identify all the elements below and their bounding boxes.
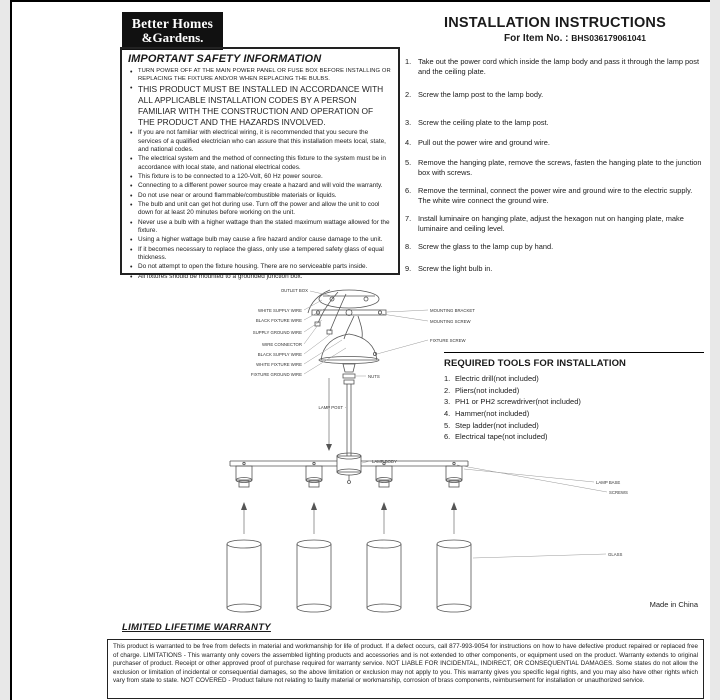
glass-label: GLASS [608, 552, 623, 557]
step-text: Screw the light bulb in. [418, 263, 493, 273]
black-supply-wire-label: BLACK SUPPLY WIRE [257, 352, 302, 357]
tool-number: 2. [444, 385, 451, 395]
safety-bullet: • Connecting to a different power source may create a hazard and will void the warranty. [128, 182, 391, 190]
step-number: 4. [405, 137, 412, 147]
tool-number: 4. [444, 408, 451, 418]
mounting-screw-label: MOUNTING SCREW [430, 319, 471, 324]
nuts-label: NUTS [368, 374, 380, 379]
made-in-label: Made in China [649, 600, 698, 609]
screws-label: SCREWS [609, 490, 628, 495]
install-step [405, 90, 705, 100]
brand-logo [122, 12, 223, 50]
header-title-block [407, 15, 703, 44]
safety-bullet: • If it becomes necessary to replace the glass, only use a tempered safety glass of equal thickness. [128, 246, 391, 263]
fixture-diagram-svg [182, 278, 672, 623]
step-number: 9. [405, 263, 412, 273]
safety-bullet: • Never use a bulb with a higher wattage than the stated maximum wattage allowed for the fixture. [128, 219, 391, 236]
tool-text: Step ladder(not included) [455, 420, 539, 430]
step-text: Install luminaire on hanging plate, adjust the hexagon nut on hanging plate, make luminaire and ceiling level. [418, 213, 684, 233]
safety-bullet: • The bulb and unit can get hot during use. Turn off the power and allow the unit to cool down for at least 20 minutes before working on the unit. [128, 201, 391, 218]
tool-text: Electrical tape(not included) [455, 432, 548, 442]
step-text: Remove the hanging plate, remove the screws, fasten the hanging plate to the junction box with screws. [418, 157, 702, 177]
step-text: Screw the glass to the lamp cup by hand. [418, 241, 554, 251]
white-fixture-wire-label: WHITE FIXTURE WIRE [256, 362, 302, 367]
glass-shades [227, 540, 471, 612]
safety-bullet: • Do not attempt to open the fixture housing. There are no serviceable parts inside. [128, 263, 391, 271]
step-number: 2. [405, 89, 412, 99]
required-tools-title: REQUIRED TOOLS FOR INSTALLATION [444, 358, 627, 369]
install-step [405, 57, 705, 77]
warranty-text-box [107, 639, 704, 699]
install-step [405, 264, 705, 274]
warranty-body-text: This product is warranted to be free from defects in material and workmanship for life of product. If a defect occurs, call 877-993-9054 for instructions on how to have defective product repaired or replaced free of charge. LIMITATIONS - This warranty only covers the assembled lighting products and accessories and is not extended to other components, or equipment used on the product. Warranty extends to original purchaser of product. Receipt or other approved proof of purchase required for warranty service. NOT LIABLE FOR INCIDENTAL, INDIRECT, OR CONSEQUENTIAL DAMAGES. Some states do not allow the exclusion or limitation of incidental or consequential damages, so the above limitation or exclusion may not apply to you. This warranty gives you specific legal rights, and you may also have other rights which vary from state to state. NOT COVERED - Product failure not relating to faulty material or workmanship, corrosion of brass components, reimbursement for installation or unauthorized service. [113, 643, 698, 684]
lamp-base-label: LAMP BASE [596, 480, 621, 485]
tool-number: 3. [444, 397, 451, 407]
safety-bullet: • TURN POWER OFF AT THE MAIN POWER PANEL OR FUSE BOX BEFORE INSTALLING OR REPLACING THE FIXTURE AND/OR WHEN REPLACING THE BULBS. [128, 68, 391, 83]
safety-title: IMPORTANT SAFETY INFORMATION [128, 53, 322, 65]
install-step [405, 242, 705, 252]
page-title: INSTALLATION INSTRUCTIONS [444, 15, 666, 31]
tool-text: Electric drill(not included) [455, 374, 539, 383]
fixture-exploded-diagram [182, 278, 672, 623]
safety-bullet: • The electrical system and the method of connecting this fixture to the system must be in accordance with local state, and national electrical codes. [128, 155, 391, 172]
install-step [405, 138, 705, 148]
lamp-body-label: LAMP BODY [372, 459, 397, 464]
brand-logo-line1: Better Homes [131, 16, 214, 32]
step-number: 3. [405, 117, 412, 127]
tool-text: PH1 or PH2 screwdriver(not included) [455, 397, 581, 407]
step-text: Screw the ceiling plate to the lamp post. [418, 117, 549, 127]
tool-text: Hammer(not included) [455, 408, 530, 418]
outlet-box-label: OUTLET BOX [280, 288, 308, 293]
install-step [405, 214, 705, 234]
install-step [405, 158, 705, 178]
install-step [405, 118, 705, 128]
item-number-line [427, 33, 720, 44]
safety-bullet: • Do not use near or around flammable/combustible materials or liquids. [128, 192, 391, 200]
step-number: 7. [405, 213, 412, 223]
step-text: Pull out the power wire and ground wire. [418, 137, 550, 147]
step-number: 1. [405, 57, 412, 66]
safety-bullet: • All fixtures should be mounted to a grounded junction box. [128, 273, 391, 281]
tool-text: Pliers(not included) [455, 385, 520, 395]
safety-bullet: • If you are not familiar with electrical wiring, it is recommended that you secure the services of a qualified electrician who can assure that this installation meets local, state, and national codes. [128, 129, 391, 154]
mounting-bracket-label: MOUNTING BRACKET [430, 308, 475, 313]
safety-bullet-list [128, 68, 391, 281]
safety-bullet: • THIS PRODUCT MUST BE INSTALLED IN ACCORDANCE WITH ALL APPLICABLE INSTALLATION CODES BY A PERSON FAMILIAR WITH THE CONSTRUCTION AND OPERATION OF THE PRODUCT AND THE HAZARDS INVOLVED. [128, 84, 391, 128]
step-text: Take out the power cord which inside the lamp body and pass it through the lamp post and the ceiling plate. [418, 57, 700, 76]
tool-number: 6. [444, 432, 451, 442]
fixture-screw-label: FIXTURE SCREW [430, 338, 466, 343]
black-fixture-wire-label: BLACK FIXTURE WIRE [255, 318, 302, 323]
step-text: Remove the terminal, connect the power wire and ground wire to the electric supply. The white wire connect the ground wire. [418, 185, 693, 205]
supply-ground-wire-label: SUPPLY GROUND WIRE [252, 330, 302, 335]
step-text: Screw the lamp post to the lamp body. [418, 89, 544, 99]
install-step [405, 186, 705, 206]
safety-bullet: • Using a higher wattage bulb may cause a fire hazard and/or cause damage to the unit. [128, 236, 391, 244]
warranty-title: LIMITED LIFETIME WARRANTY [122, 622, 271, 633]
instruction-sheet [10, 0, 710, 700]
item-number-value: BHS036179061041 [571, 33, 646, 43]
fixture-ground-wire-label: FIXTURE GROUND WIRE [250, 372, 302, 377]
tool-number: 1. [444, 374, 451, 383]
safety-bullet: • This fixture is to be connected to a 120-Volt, 60 Hz power source. [128, 173, 391, 181]
assembly-arrows [241, 502, 457, 534]
tool-number: 5. [444, 420, 451, 430]
step-number: 5. [405, 157, 412, 167]
installation-steps [405, 57, 705, 274]
item-number-label: For Item No. : [504, 33, 572, 44]
white-supply-wire-label: WHITE SUPPLY WIRE [257, 308, 302, 313]
step-number: 6. [405, 185, 412, 195]
diagram-labels [251, 288, 628, 557]
brand-logo-line2: &Gardens. [141, 30, 204, 46]
safety-information-box [120, 47, 400, 280]
lamp-post-label: LAMP POST [318, 405, 343, 410]
outlet-box-shape [319, 290, 379, 308]
step-number: 8. [405, 241, 412, 251]
nuts-shape [343, 374, 355, 378]
wire-connector-label: WIRE CONNECTOR [261, 342, 302, 347]
